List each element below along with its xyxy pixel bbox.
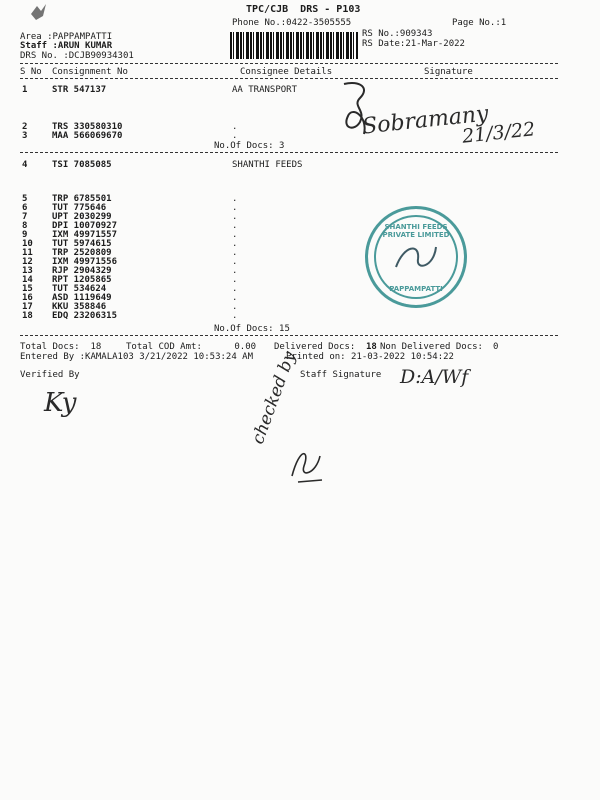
rs-number: RS No.:909343 xyxy=(362,29,433,39)
row-consignment: STR 547137 xyxy=(52,85,107,95)
column-header-signature: Signature xyxy=(424,67,473,77)
drs-number: DRS No. :DCJB90934301 xyxy=(20,51,134,61)
divider xyxy=(20,63,558,64)
printed-on: Printed on: 21-03-2022 10:54:22 xyxy=(286,352,454,362)
row-consignment: TUT 775646 xyxy=(52,203,107,213)
rs-date: RS Date:21-Mar-2022 xyxy=(362,39,465,49)
document-title: TPC/CJB DRS - P103 xyxy=(246,4,361,15)
row-consignee: . xyxy=(232,203,238,213)
row-sno: 12 xyxy=(22,257,33,267)
non-delivered-docs-value: 0 xyxy=(493,342,499,352)
row-consignee: . xyxy=(232,194,238,204)
row-consignment: RPT 1205865 xyxy=(52,275,112,285)
row-consignee: AA TRANSPORT xyxy=(232,85,298,95)
row-consignee: . xyxy=(232,293,238,303)
row-sno: 3 xyxy=(22,131,28,141)
row-consignee: . xyxy=(232,248,238,258)
verified-by-label: Verified By xyxy=(20,370,80,380)
stamp-bottom-text: PAPPAMPATTI xyxy=(389,285,443,293)
scan-speck xyxy=(28,2,50,24)
row-consignment: TRP 2520809 xyxy=(52,248,112,258)
row-sno: 16 xyxy=(22,293,33,303)
row-consignee: . xyxy=(232,239,238,249)
row-consignment: RJP 2904329 xyxy=(52,266,112,276)
column-header-sno: S No xyxy=(20,67,42,77)
barcode xyxy=(230,32,358,59)
checked-by-handwritten: checked by xyxy=(248,348,301,447)
verified-initials-handwritten: Ky xyxy=(44,388,77,418)
row-consignment: UPT 2030299 xyxy=(52,212,112,222)
row-sno: 11 xyxy=(22,248,33,258)
divider xyxy=(20,78,558,79)
group-doc-count: No.Of Docs: 15 xyxy=(214,324,290,334)
row-consignee: . xyxy=(232,230,238,240)
stamp-top-text: SHANTHI FEEDS PRIVATE LIMITED xyxy=(382,223,450,239)
group-doc-count: No.Of Docs: 3 xyxy=(214,141,285,151)
row-consignment: KKU 358846 xyxy=(52,302,107,312)
row-sno: 14 xyxy=(22,275,33,285)
row-sno: 18 xyxy=(22,311,33,321)
area-label: Area :PAPPAMPATTI xyxy=(20,32,113,42)
row-consignee: . xyxy=(232,221,238,231)
row-consignment: TRS 330580310 xyxy=(52,122,123,132)
checked-by-scribble xyxy=(288,436,328,488)
row-consignment: ASD 1119649 xyxy=(52,293,112,303)
entered-by: Entered By :KAMALA103 3/21/2022 10:53:24 AM xyxy=(20,352,253,362)
company-seal-stamp xyxy=(365,206,467,308)
row-consignee: . xyxy=(232,122,238,132)
staff-signature-label: Staff Signature xyxy=(300,370,382,380)
recipient-date-handwritten: 21/3/22 xyxy=(461,118,537,148)
row-sno: 13 xyxy=(22,266,33,276)
total-cod-amount: Total COD Amt: 0.00 xyxy=(126,342,257,352)
total-docs: Total Docs: 18 xyxy=(20,342,102,352)
row-sno: 5 xyxy=(22,194,28,204)
row-sno: 10 xyxy=(22,239,33,249)
row-consignee: . xyxy=(232,284,238,294)
row-consignment: EDQ 23206315 xyxy=(52,311,118,321)
row-sno: 9 xyxy=(22,230,28,240)
divider xyxy=(20,335,558,336)
row-consignment: TUT 5974615 xyxy=(52,239,112,249)
row-sno: 7 xyxy=(22,212,28,222)
row-consignment: IXM 49971557 xyxy=(52,230,118,240)
row-consignee: . xyxy=(232,212,238,222)
row-consignment: TRP 6785501 xyxy=(52,194,112,204)
row-sno: 17 xyxy=(22,302,33,312)
recipient-name-handwritten: Sobramany xyxy=(361,101,490,140)
non-delivered-docs-label: Non Delivered Docs: xyxy=(380,342,483,352)
column-header-consignee: Consignee Details xyxy=(240,67,333,77)
row-consignment: TUT 534624 xyxy=(52,284,107,294)
delivered-docs-value: 18 xyxy=(366,342,377,352)
delivered-docs-label: Delivered Docs: xyxy=(274,342,356,352)
row-consignee: SHANTHI FEEDS xyxy=(232,160,303,170)
row-consignee: . xyxy=(232,257,238,267)
row-sno: 15 xyxy=(22,284,33,294)
row-consignee: . xyxy=(232,302,238,312)
row-consignment: TSI 7085085 xyxy=(52,160,112,170)
row-sno: 8 xyxy=(22,221,28,231)
row-consignee: . xyxy=(232,131,238,141)
page-number: Page No.:1 xyxy=(452,18,507,28)
row-consignee: . xyxy=(232,266,238,276)
row-consignee: . xyxy=(232,311,238,321)
staff-initials-handwritten: D:A/Wf xyxy=(400,366,469,388)
row-consignment: MAA 566069670 xyxy=(52,131,123,141)
staff-label: Staff :ARUN KUMAR xyxy=(20,41,113,51)
divider xyxy=(20,152,558,153)
row-consignment: DPI 10070927 xyxy=(52,221,118,231)
row-sno: 4 xyxy=(22,160,28,170)
column-header-consignment: Consignment No xyxy=(52,67,128,77)
row-sno: 1 xyxy=(22,85,28,95)
row-sno: 6 xyxy=(22,203,28,213)
phone-number: Phone No.:0422-3505555 xyxy=(232,18,352,28)
row-sno: 2 xyxy=(22,122,28,132)
stamp-signature xyxy=(390,237,442,277)
row-consignee: . xyxy=(232,275,238,285)
row-consignment: IXM 49971556 xyxy=(52,257,118,267)
